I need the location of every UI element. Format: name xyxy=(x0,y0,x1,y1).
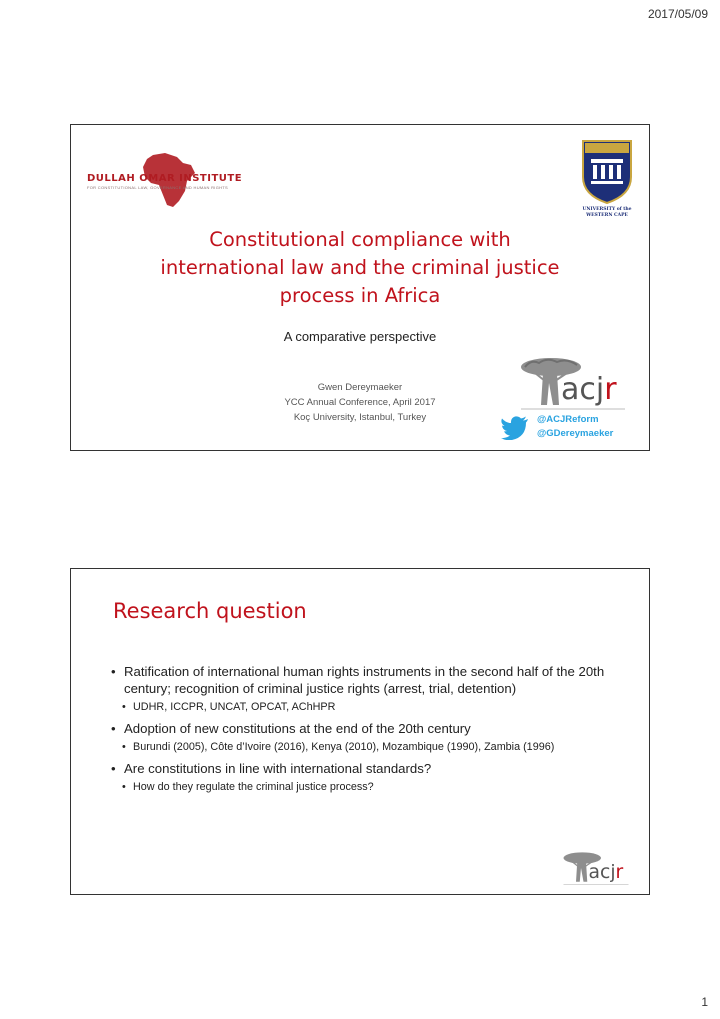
slide-title xyxy=(71,226,649,310)
acjr-logo xyxy=(561,849,631,887)
acjr-logo-text: acjr xyxy=(561,372,617,407)
conference-location: Koç University, Istanbul, Turkey xyxy=(293,412,427,423)
title-line: process in Africa xyxy=(279,284,441,307)
sub-bullet-item: • Burundi (2005), Côte d’Ivoire (2016), Kenya (2010), Mozambique (1990), Zambia (1996) xyxy=(111,740,623,754)
page-date: 2017/05/09 xyxy=(647,7,708,21)
twitter-handles xyxy=(537,413,613,441)
slide-title: Research question xyxy=(113,599,307,623)
bullet-item: • Ratification of international human rights instruments in the second half of the 20th century; recognition of criminal justice rights (arrest, trial, detention) xyxy=(111,663,623,697)
bullet-list xyxy=(111,657,623,794)
acjr-logo-text: acjr xyxy=(588,862,624,883)
uwc-name-line1: UNIVERSITY of the xyxy=(582,207,632,212)
twitter-icon xyxy=(501,416,529,440)
acjr-logo xyxy=(517,353,629,413)
title-line: Constitutional compliance with xyxy=(209,228,511,251)
conference-name: YCC Annual Conference, April 2017 xyxy=(284,397,436,408)
twitter-handle-author[interactable]: @GDereymaeker xyxy=(537,428,614,439)
twitter-handle-acjr[interactable]: @ACJReform xyxy=(537,414,599,425)
sub-bullet-item: • UDHR, ICCPR, UNCAT, OPCAT, AChHPR xyxy=(111,700,623,714)
uwc-name-line2: WESTERN CAPE xyxy=(586,213,628,217)
sub-bullet-item: • How do they regulate the criminal justice process? xyxy=(111,780,623,794)
author-name: Gwen Dereymaeker xyxy=(317,382,403,393)
uwc-crest-logo xyxy=(579,137,635,217)
dullah-omar-name: DULLAH OMAR INSTITUTE xyxy=(87,173,243,184)
bullet-item: • Are constitutions in line with international standards? xyxy=(111,760,623,777)
bullet-item: • Adoption of new constitutions at the end of the 20th century xyxy=(111,720,623,737)
title-line: international law and the criminal justice xyxy=(160,256,560,279)
slide-subtitle: A comparative perspective xyxy=(283,329,437,344)
title-slide xyxy=(70,124,650,451)
dullah-omar-subtitle: FOR CONSTITUTIONAL LAW, GOVERNANCE AND HUMAN RIGHTS xyxy=(87,185,229,190)
research-question-slide xyxy=(70,568,650,895)
page-number: 1 xyxy=(701,995,708,1009)
